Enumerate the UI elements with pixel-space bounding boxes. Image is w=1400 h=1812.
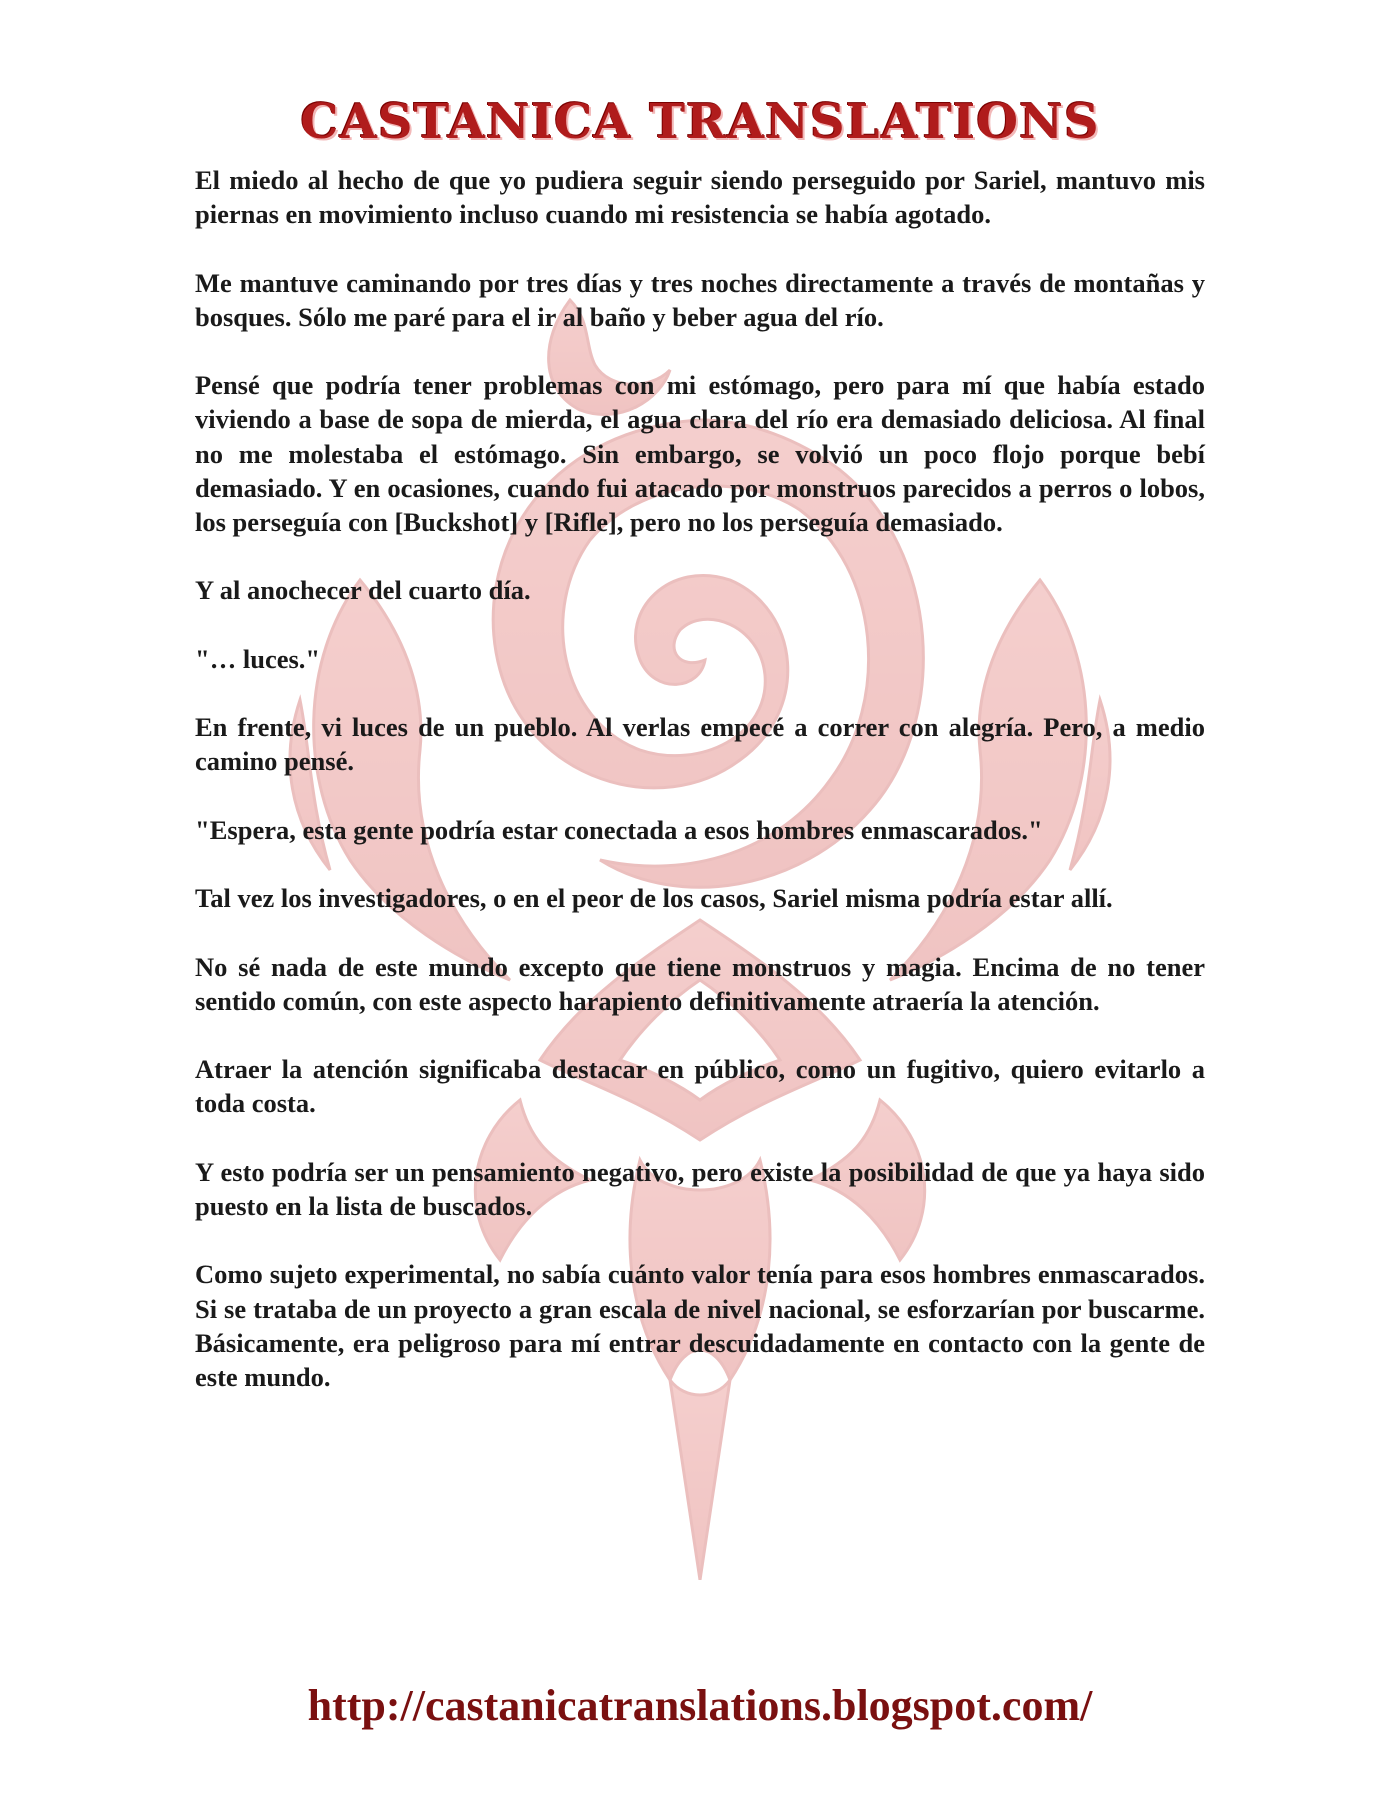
footer-url-link[interactable]: http://castanicatranslations.blogspot.com/ — [307, 1681, 1093, 1730]
document-body — [195, 163, 1205, 1428]
paragraph: Y esto podría ser un pensamiento negativo, pero existe la posibilidad de que ya haya sido puesto en la lista de buscados. — [195, 1156, 1205, 1221]
paragraph: Y al anochecer del cuarto día. — [195, 575, 531, 606]
paragraph: "… luces." — [195, 643, 321, 674]
paragraph: Como sujeto experimental, no sabía cuánto valor tenía para esos hombres enmascarados. Si se trataba de un proyecto a gran escala de nivel nacional, se esforzarían por buscarme. Básicamente, era peligroso para mí entrar descuidadamente en contacto con la gente de este mundo. — [195, 1259, 1205, 1392]
paragraph: Pensé que podría tener problemas con mi estómago, pero para mí que había estado viviendo a base de sopa de mierda, el agua clara del río era demasiado deliciosa. Al final no me molestaba el estómago. Sin embargo, se volvió un poco flojo porque bebí demasiado. Y en ocasiones, cuando fui atacado por monstruos parecidos a perros o lobos, los perseguía con [Buckshot] y [Rifle], pero no los perseguía demasiado. — [195, 370, 1205, 537]
page-title: CASTANICA TRANSLATIONS — [300, 94, 1100, 150]
paragraph: Tal vez los investigadores, o en el peor de los casos, Sariel misma podría estar allí. — [195, 883, 1113, 914]
paragraph: Me mantuve caminando por tres días y tres noches directamente a través de montañas y bosques. Sólo me paré para el ir al baño y beber agua del río. — [195, 267, 1205, 332]
paragraph: "Espera, esta gente podría estar conectada a esos hombres enmascarados." — [195, 814, 1043, 845]
paragraph: No sé nada de este mundo excepto que tiene monstruos y magia. Encima de no tener sentido común, con este aspecto harapiento definitivamente atraería la atención. — [195, 951, 1205, 1016]
paragraph: Atraer la atención significaba destacar en público, como un fugitivo, quiero evitarlo a toda costa. — [195, 1054, 1205, 1119]
paragraph: El miedo al hecho de que yo pudiera seguir siendo perseguido por Sariel, mantuvo mis piernas en movimiento incluso cuando mi resistencia se había agotado. — [195, 165, 1205, 230]
paragraph: En frente, vi luces de un pueblo. Al verlas empecé a correr con alegría. Pero, a medio camino pensé. — [195, 712, 1205, 777]
